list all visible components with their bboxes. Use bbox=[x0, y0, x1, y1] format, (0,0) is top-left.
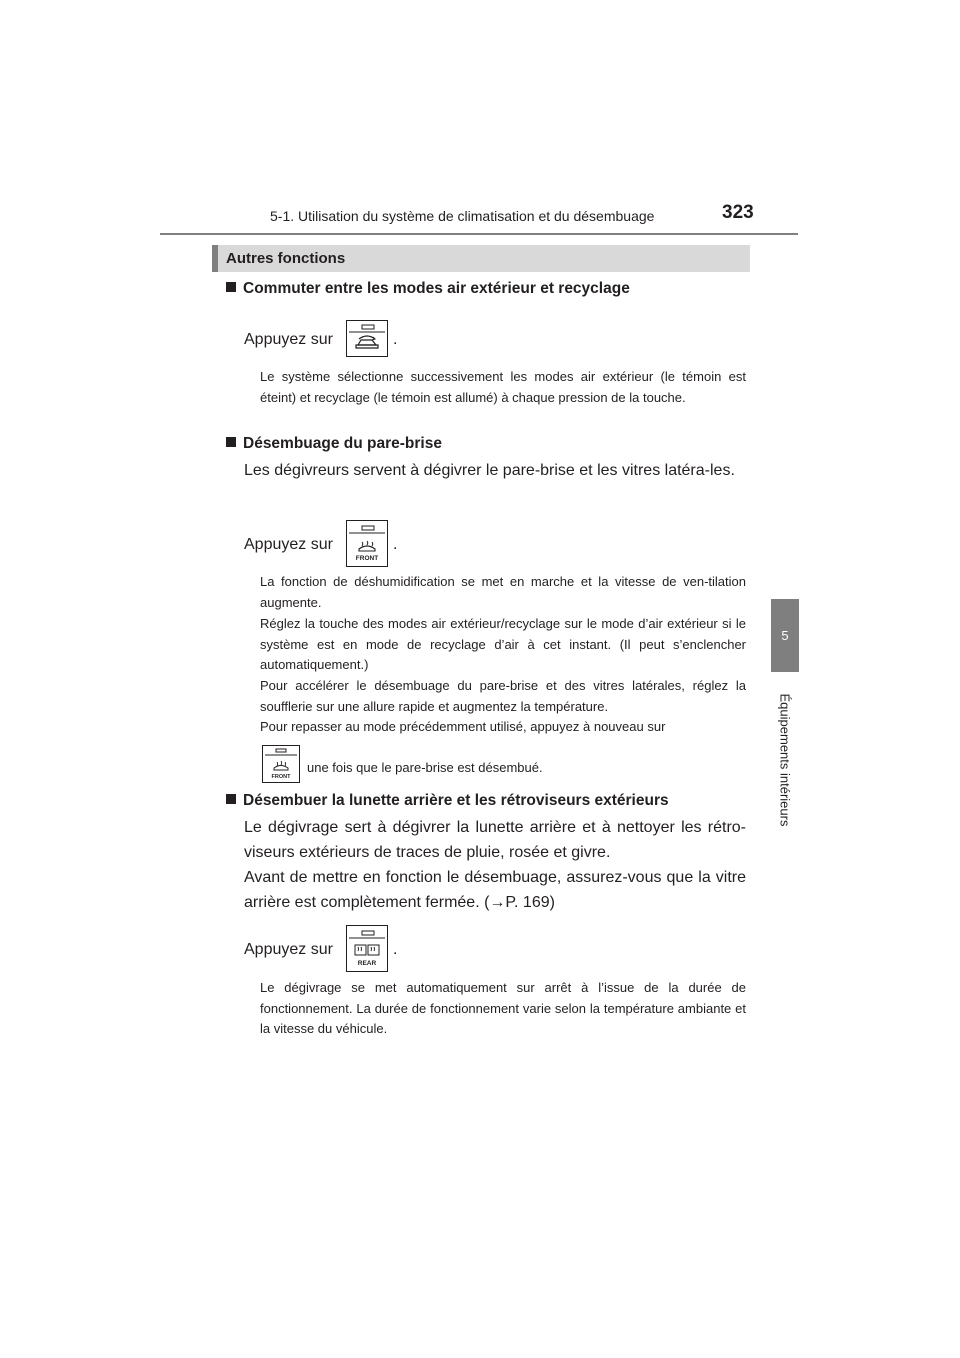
front-defroster-icon bbox=[346, 520, 388, 567]
press-suffix: . bbox=[393, 941, 398, 958]
intro-rear-defog: Le dégivrage sert à dégivrer la lunette arrière et à nettoyer les rétro-viseurs extérieurs de traces de pluie, rosée et givre. bbox=[244, 819, 746, 861]
section-title-bar bbox=[212, 245, 750, 272]
chapter-label: Équipements intérieurs bbox=[777, 693, 793, 827]
header-divider bbox=[160, 233, 798, 235]
bullet-square-icon bbox=[226, 437, 236, 447]
chapter-tab: 5 bbox=[771, 599, 799, 672]
heading-front-defog: Désembuage du pare-brise bbox=[226, 435, 442, 453]
press-suffix: . bbox=[393, 331, 398, 348]
rear-defogger-icon bbox=[346, 925, 388, 972]
front-label: FRONT bbox=[355, 555, 379, 562]
note-front-defog-3: Pour accélérer le désembuage du pare-brise et des vitres latérales, réglez la soufflerie sur une allure rapide et augmentez la température. bbox=[260, 678, 746, 714]
bullet-square-icon bbox=[226, 794, 236, 804]
press-suffix: . bbox=[393, 536, 398, 553]
press-line-front-defog: Appuyez sur bbox=[244, 536, 333, 553]
note-front-defog-1: La fonction de déshumidification se met en marche et la vitesse de ven-tilation augmente. bbox=[260, 574, 746, 610]
front-defroster-icon bbox=[262, 745, 300, 783]
intro-front-defog: Les dégivreurs servent à dégivrer le pare-brise et les vitres latéra-les. bbox=[244, 462, 735, 479]
note-front-defog-4: Pour repasser au mode précédemment utilisé, appuyez à nouveau sur bbox=[260, 719, 666, 734]
section-title: Autres fonctions bbox=[226, 250, 346, 267]
header-section-title: 5-1. Utilisation du système de climatisation et du désembuage bbox=[270, 208, 655, 224]
front-label: FRONT bbox=[271, 774, 291, 780]
note-front-defog-2: Réglez la touche des modes air extérieur/recyclage sur le mode d’air extérieur si le système est en mode de recyclage d’air à cet instant. (Il peut s’enclencher automatiquement.) bbox=[260, 616, 746, 673]
note-recirculation: Le système sélectionne successivement les modes air extérieur (le témoin est éteint) et recyclage (le témoin est allumé) à chaque pression de la touche. bbox=[260, 369, 746, 405]
section-accent bbox=[212, 245, 218, 272]
press-line-recirculation: Appuyez sur bbox=[244, 331, 333, 348]
rear-label: REAR bbox=[357, 960, 377, 967]
heading-recirculation: Commuter entre les modes air extérieur et recyclage bbox=[226, 280, 630, 298]
note-rear-defog: Le dégivrage se met automatiquement sur arrêt à l’issue de la durée de fonctionnement. La durée de fonctionnement varie selon la température ambiante et la vitesse du véhicule. bbox=[260, 980, 746, 1037]
bullet-square-icon bbox=[226, 282, 236, 292]
note-front-defog-4-suffix: une fois que le pare-brise est désembué. bbox=[307, 760, 543, 775]
page-number: 323 bbox=[722, 202, 754, 223]
press-line-rear-defog: Appuyez sur bbox=[244, 941, 333, 958]
warning-rear-defog: Avant de mettre en fonction le désembuage, assurez-vous que la vitre arrière est complètement fermée. (→P. 169) bbox=[244, 869, 746, 911]
air-recirculation-icon bbox=[346, 320, 388, 357]
heading-rear-defog: Désembuer la lunette arrière et les rétroviseurs extérieurs bbox=[226, 792, 669, 810]
